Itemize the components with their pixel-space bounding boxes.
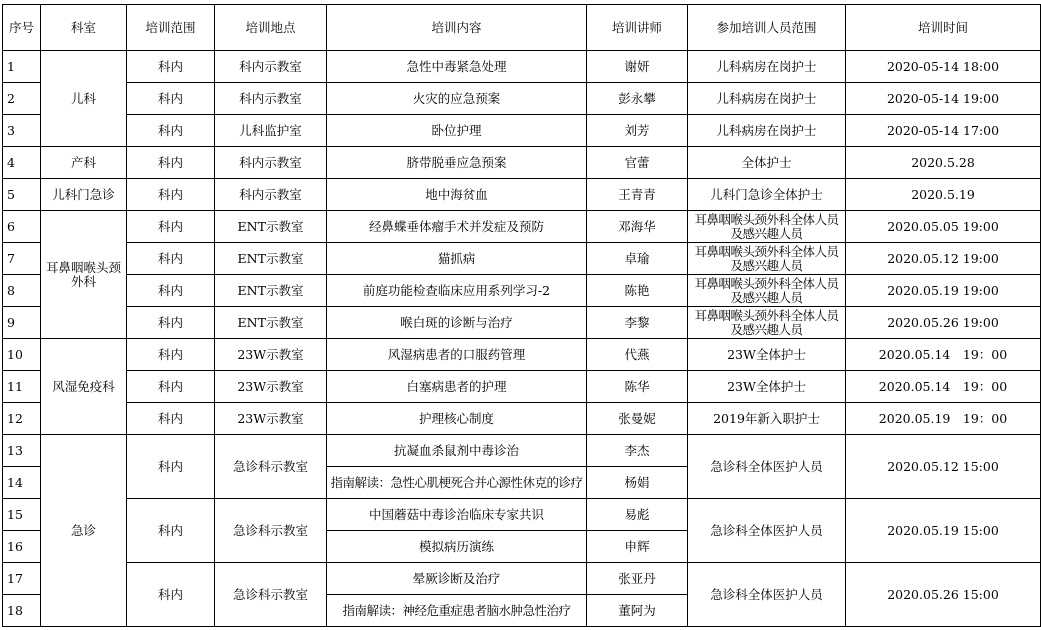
location-cell: 科内示教室 — [215, 51, 327, 83]
header-cell-no: 序号 — [3, 5, 41, 51]
time-cell: 2020.05.14 19：00 — [846, 339, 1041, 371]
lecturer-cell: 李黎 — [587, 307, 688, 339]
table-row — [3, 211, 1041, 243]
lecturer-cell: 卓瑜 — [587, 243, 688, 275]
scope-cell: 科内 — [127, 179, 215, 211]
location-cell: ENT示教室 — [215, 307, 327, 339]
topic-cell: 猫抓病 — [327, 243, 587, 275]
topic-cell: 抗凝血杀鼠剂中毒诊治 — [327, 435, 587, 467]
row-number: 12 — [3, 403, 41, 435]
attendees-cell: 耳鼻咽喉头颈外科全体人员及感兴趣人员 — [688, 211, 846, 243]
attendees-cell: 耳鼻咽喉头颈外科全体人员及感兴趣人员 — [688, 275, 846, 307]
time-cell: 2020.05.19 19：00 — [846, 403, 1041, 435]
attendees-cell: 儿科病房在岗护士 — [688, 83, 846, 115]
scope-cell: 科内 — [127, 499, 215, 563]
header-cell-scope: 培训范围 — [127, 5, 215, 51]
attendees-cell: 急诊科全体医护人员 — [688, 435, 846, 499]
training-schedule-table — [2, 4, 1041, 627]
location-cell: 儿科监护室 — [215, 115, 327, 147]
topic-cell: 脐带脱垂应急预案 — [327, 147, 587, 179]
table-row — [3, 339, 1041, 371]
row-number: 1 — [3, 51, 41, 83]
lecturer-cell: 邓海华 — [587, 211, 688, 243]
time-cell: 2020-05-14 18:00 — [846, 51, 1041, 83]
dept-cell: 急诊 — [41, 435, 127, 627]
dept-cell: 耳鼻咽喉头颈外科 — [41, 211, 127, 339]
lecturer-cell: 彭永攀 — [587, 83, 688, 115]
attendees-cell: 儿科病房在岗护士 — [688, 51, 846, 83]
scope-cell: 科内 — [127, 371, 215, 403]
row-number: 11 — [3, 371, 41, 403]
location-cell: 急诊科示教室 — [215, 435, 327, 499]
header-cell-time: 培训时间 — [846, 5, 1041, 51]
row-number: 10 — [3, 339, 41, 371]
row-number: 9 — [3, 307, 41, 339]
attendees-cell: 耳鼻咽喉头颈外科全体人员及感兴趣人员 — [688, 307, 846, 339]
scope-cell: 科内 — [127, 211, 215, 243]
topic-cell: 风湿病患者的口服药管理 — [327, 339, 587, 371]
time-cell: 2020.05.19 15:00 — [846, 499, 1041, 563]
location-cell: 23W示教室 — [215, 371, 327, 403]
lecturer-cell: 申辉 — [587, 531, 688, 563]
time-cell: 2020.05.12 15:00 — [846, 435, 1041, 499]
attendees-cell: 急诊科全体医护人员 — [688, 499, 846, 563]
lecturer-cell: 张亚丹 — [587, 563, 688, 595]
topic-cell: 护理核心制度 — [327, 403, 587, 435]
row-number: 14 — [3, 467, 41, 499]
table-row — [3, 115, 1041, 147]
location-cell: 23W示教室 — [215, 403, 327, 435]
attendees-cell: 耳鼻咽喉头颈外科全体人员及感兴趣人员 — [688, 243, 846, 275]
table-row — [3, 179, 1041, 211]
scope-cell: 科内 — [127, 51, 215, 83]
topic-cell: 白塞病患者的护理 — [327, 371, 587, 403]
location-cell: ENT示教室 — [215, 243, 327, 275]
lecturer-cell: 王青青 — [587, 179, 688, 211]
time-cell: 2020.05.05 19:00 — [846, 211, 1041, 243]
scope-cell: 科内 — [127, 83, 215, 115]
attendees-cell: 急诊科全体医护人员 — [688, 563, 846, 627]
topic-cell: 指南解读：急性心肌梗死合并心源性休克的诊疗 — [327, 467, 587, 499]
time-cell: 2020.05.26 15:00 — [846, 563, 1041, 627]
table-row — [3, 371, 1041, 403]
lecturer-cell: 刘芳 — [587, 115, 688, 147]
topic-cell: 中国蘑菇中毒诊治临床专家共识 — [327, 499, 587, 531]
lecturer-cell: 李杰 — [587, 435, 688, 467]
time-cell: 2020.5.28 — [846, 147, 1041, 179]
topic-cell: 模拟病历演练 — [327, 531, 587, 563]
topic-cell: 指南解读：神经危重症患者脑水肿急性治疗 — [327, 595, 587, 627]
topic-cell: 急性中毒紧急处理 — [327, 51, 587, 83]
time-cell: 2020.5.19 — [846, 179, 1041, 211]
scope-cell: 科内 — [127, 563, 215, 627]
lecturer-cell: 谢妍 — [587, 51, 688, 83]
topic-cell: 前庭功能检查临床应用系列学习-2 — [327, 275, 587, 307]
table-row — [3, 563, 1041, 595]
row-number: 7 — [3, 243, 41, 275]
topic-cell: 经鼻蝶垂体瘤手术并发症及预防 — [327, 211, 587, 243]
row-number: 6 — [3, 211, 41, 243]
row-number: 8 — [3, 275, 41, 307]
table-row — [3, 51, 1041, 83]
header-cell-lecturer: 培训讲师 — [587, 5, 688, 51]
attendees-cell: 23W全体护士 — [688, 371, 846, 403]
location-cell: 科内示教室 — [215, 83, 327, 115]
location-cell: 科内示教室 — [215, 147, 327, 179]
location-cell: 急诊科示教室 — [215, 499, 327, 563]
scope-cell: 科内 — [127, 275, 215, 307]
lecturer-cell: 代燕 — [587, 339, 688, 371]
row-number: 15 — [3, 499, 41, 531]
row-number: 18 — [3, 595, 41, 627]
table-row — [3, 403, 1041, 435]
table-row — [3, 435, 1041, 467]
table-row — [3, 275, 1041, 307]
dept-cell: 风湿免疫科 — [41, 339, 127, 435]
table-row — [3, 499, 1041, 531]
header-row — [3, 5, 1041, 51]
row-number: 16 — [3, 531, 41, 563]
topic-cell: 喉白斑的诊断与治疗 — [327, 307, 587, 339]
time-cell: 2020.05.14 19：00 — [846, 371, 1041, 403]
table-row — [3, 147, 1041, 179]
attendees-cell: 儿科门急诊全体护士 — [688, 179, 846, 211]
topic-cell: 地中海贫血 — [327, 179, 587, 211]
location-cell: 科内示教室 — [215, 179, 327, 211]
time-cell: 2020.05.12 19:00 — [846, 243, 1041, 275]
attendees-cell: 2019年新入职护士 — [688, 403, 846, 435]
scope-cell: 科内 — [127, 435, 215, 499]
lecturer-cell: 陈华 — [587, 371, 688, 403]
scope-cell: 科内 — [127, 115, 215, 147]
lecturer-cell: 陈艳 — [587, 275, 688, 307]
table-row — [3, 307, 1041, 339]
row-number: 3 — [3, 115, 41, 147]
table-row — [3, 243, 1041, 275]
time-cell: 2020-05-14 17:00 — [846, 115, 1041, 147]
scope-cell: 科内 — [127, 403, 215, 435]
header-cell-attendees: 参加培训人员范围 — [688, 5, 846, 51]
dept-cell: 儿科 — [41, 51, 127, 147]
attendees-cell: 全体护士 — [688, 147, 846, 179]
table-row — [3, 83, 1041, 115]
time-cell: 2020-05-14 19:00 — [846, 83, 1041, 115]
location-cell: 23W示教室 — [215, 339, 327, 371]
location-cell: 急诊科示教室 — [215, 563, 327, 627]
lecturer-cell: 官蕾 — [587, 147, 688, 179]
scope-cell: 科内 — [127, 307, 215, 339]
lecturer-cell: 董阿为 — [587, 595, 688, 627]
location-cell: ENT示教室 — [215, 211, 327, 243]
row-number: 5 — [3, 179, 41, 211]
dept-cell: 儿科门急诊 — [41, 179, 127, 211]
topic-cell: 火灾的应急预案 — [327, 83, 587, 115]
header-cell-dept: 科室 — [41, 5, 127, 51]
row-number: 13 — [3, 435, 41, 467]
topic-cell: 晕厥诊断及治疗 — [327, 563, 587, 595]
scope-cell: 科内 — [127, 243, 215, 275]
time-cell: 2020.05.19 19:00 — [846, 275, 1041, 307]
lecturer-cell: 杨娟 — [587, 467, 688, 499]
attendees-cell: 23W全体护士 — [688, 339, 846, 371]
scope-cell: 科内 — [127, 147, 215, 179]
header-cell-location: 培训地点 — [215, 5, 327, 51]
header-cell-topic: 培训内容 — [327, 5, 587, 51]
scope-cell: 科内 — [127, 339, 215, 371]
dept-cell: 产科 — [41, 147, 127, 179]
topic-cell: 卧位护理 — [327, 115, 587, 147]
row-number: 17 — [3, 563, 41, 595]
attendees-cell: 儿科病房在岗护士 — [688, 115, 846, 147]
lecturer-cell: 易彪 — [587, 499, 688, 531]
time-cell: 2020.05.26 19:00 — [846, 307, 1041, 339]
row-number: 2 — [3, 83, 41, 115]
location-cell: ENT示教室 — [215, 275, 327, 307]
row-number: 4 — [3, 147, 41, 179]
lecturer-cell: 张曼妮 — [587, 403, 688, 435]
